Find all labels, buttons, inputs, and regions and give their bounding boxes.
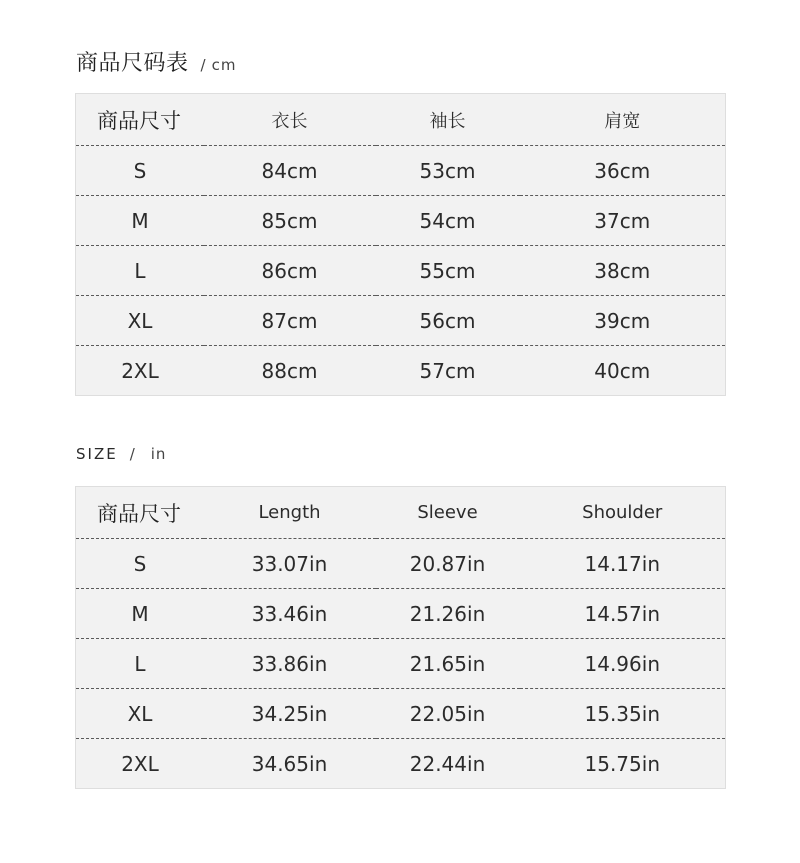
table-row [76, 246, 726, 296]
size-label: S [133, 551, 147, 576]
table-row [76, 346, 726, 396]
size-chart-heading-cm [76, 46, 236, 77]
size-table-cm [75, 93, 726, 396]
header-size: 商品尺寸 [76, 487, 204, 539]
header-size: 商品尺寸 [76, 94, 204, 146]
heading-separator: / [129, 445, 135, 463]
length-cell: 34.65in [204, 739, 376, 789]
sleeve-cell: 22.05in [376, 689, 520, 739]
size-cell [76, 246, 204, 296]
size-label: M [131, 601, 149, 626]
sleeve-cell: 55cm [376, 246, 520, 296]
shoulder-cell: 40cm [520, 346, 726, 396]
size-cell [76, 296, 204, 346]
shoulder-cell: 14.17in [520, 539, 726, 589]
size-cell [76, 196, 204, 246]
size-label: L [134, 258, 146, 283]
size-label: M [131, 208, 149, 233]
sleeve-cell: 53cm [376, 146, 520, 196]
size-cell [76, 346, 204, 396]
sleeve-cell: 22.44in [376, 739, 520, 789]
table-header-row [76, 94, 726, 146]
table-header-row [76, 487, 726, 539]
size-cell [76, 589, 204, 639]
size-cell [76, 689, 204, 739]
size-label: 2XL [121, 751, 159, 776]
length-cell: 84cm [204, 146, 376, 196]
size-label: 2XL [121, 358, 159, 383]
sleeve-cell: 21.65in [376, 639, 520, 689]
sleeve-cell: 57cm [376, 346, 520, 396]
size-cell [76, 539, 204, 589]
heading-separator: / [200, 56, 206, 74]
size-cell [76, 739, 204, 789]
shoulder-cell: 38cm [520, 246, 726, 296]
length-cell: 88cm [204, 346, 376, 396]
sleeve-cell: 20.87in [376, 539, 520, 589]
length-cell: 85cm [204, 196, 376, 246]
shoulder-cell: 39cm [520, 296, 726, 346]
table-row [76, 739, 726, 789]
size-label: S [133, 158, 147, 183]
table-row [76, 146, 726, 196]
unit-label-cm: cm [211, 56, 237, 74]
length-cell: 33.46in [204, 589, 376, 639]
sleeve-cell: 21.26in [376, 589, 520, 639]
sleeve-cell: 56cm [376, 296, 520, 346]
size-chart-heading-in [76, 445, 166, 463]
size-label: XL [127, 701, 153, 726]
length-cell: 33.07in [204, 539, 376, 589]
sleeve-cell: 54cm [376, 196, 520, 246]
unit-label-in: in [150, 445, 167, 463]
size-label: XL [127, 308, 153, 333]
table-row [76, 589, 726, 639]
table-row [76, 196, 726, 246]
length-cell: 34.25in [204, 689, 376, 739]
table-row [76, 639, 726, 689]
length-cell: 87cm [204, 296, 376, 346]
header-length: Length [204, 487, 376, 539]
length-cell: 33.86in [204, 639, 376, 689]
shoulder-cell: 14.57in [520, 589, 726, 639]
header-shoulder: 肩宽 [520, 94, 726, 146]
shoulder-cell: 15.35in [520, 689, 726, 739]
header-shoulder: Shoulder [520, 487, 726, 539]
shoulder-cell: 37cm [520, 196, 726, 246]
header-sleeve: 袖长 [376, 94, 520, 146]
table-row [76, 539, 726, 589]
shoulder-cell: 15.75in [520, 739, 726, 789]
table-row [76, 296, 726, 346]
size-cell [76, 146, 204, 196]
shoulder-cell: 36cm [520, 146, 726, 196]
table-row [76, 689, 726, 739]
header-length: 衣长 [204, 94, 376, 146]
size-title: SIZE [76, 445, 118, 463]
size-chart-title: 商品尺码表 [76, 51, 189, 76]
header-sleeve: Sleeve [376, 487, 520, 539]
size-table-in [75, 486, 726, 789]
size-cell [76, 639, 204, 689]
length-cell: 86cm [204, 246, 376, 296]
shoulder-cell: 14.96in [520, 639, 726, 689]
size-label: L [134, 651, 146, 676]
